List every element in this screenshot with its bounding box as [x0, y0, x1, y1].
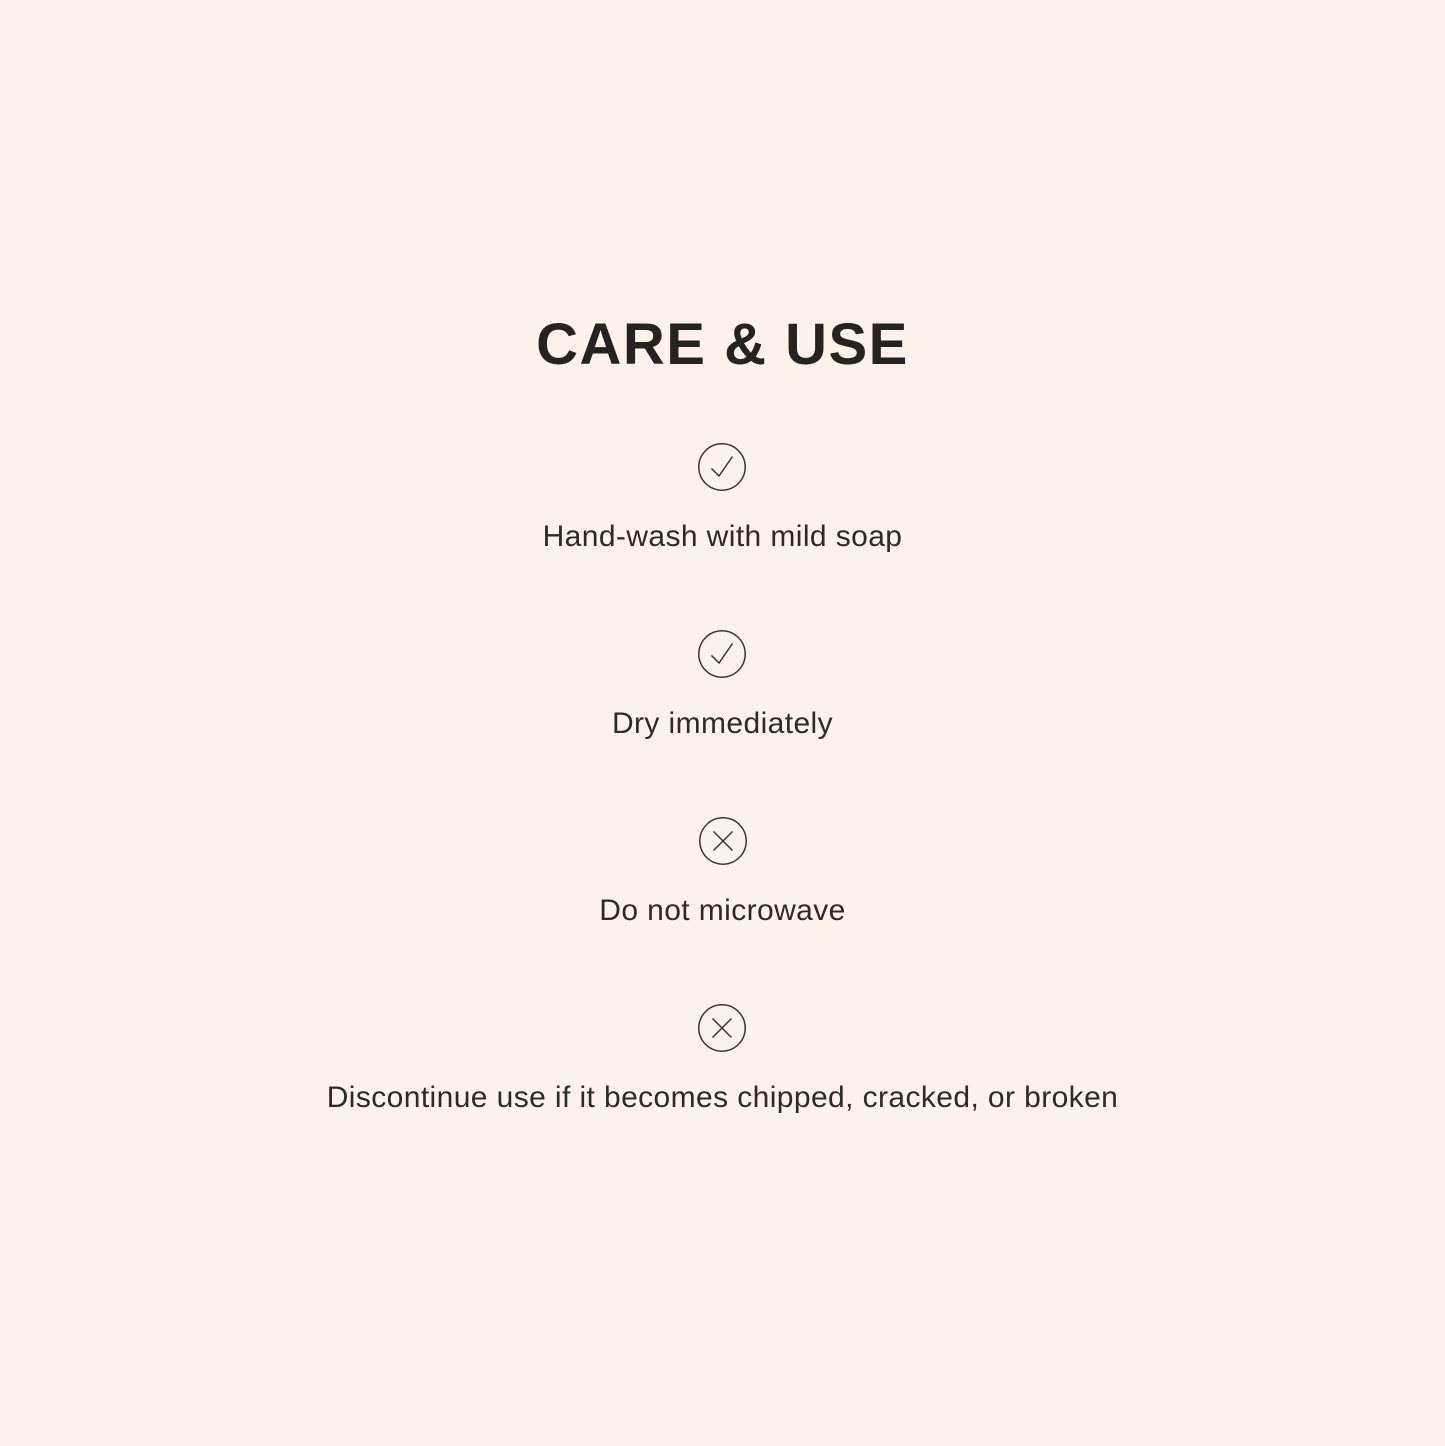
cross-circle-icon: [698, 1004, 746, 1052]
care-item-label: Dry immediately: [611, 706, 834, 740]
check-circle-icon: [698, 630, 746, 678]
care-item-label: Discontinue use if it becomes chipped, cracked, or broken: [326, 1080, 1119, 1114]
care-item-no-microwave: [599, 817, 846, 930]
care-item-label: Hand-wash with mild soap: [542, 519, 903, 553]
care-item-discontinue: [327, 1004, 1119, 1117]
check-circle-icon: [698, 443, 746, 491]
care-item-label: Do not microwave: [599, 893, 846, 927]
care-item-handwash: [543, 443, 903, 556]
cross-circle-icon: [699, 817, 747, 865]
care-item-dry: [612, 630, 833, 743]
page-title: CARE & USE: [536, 312, 909, 377]
